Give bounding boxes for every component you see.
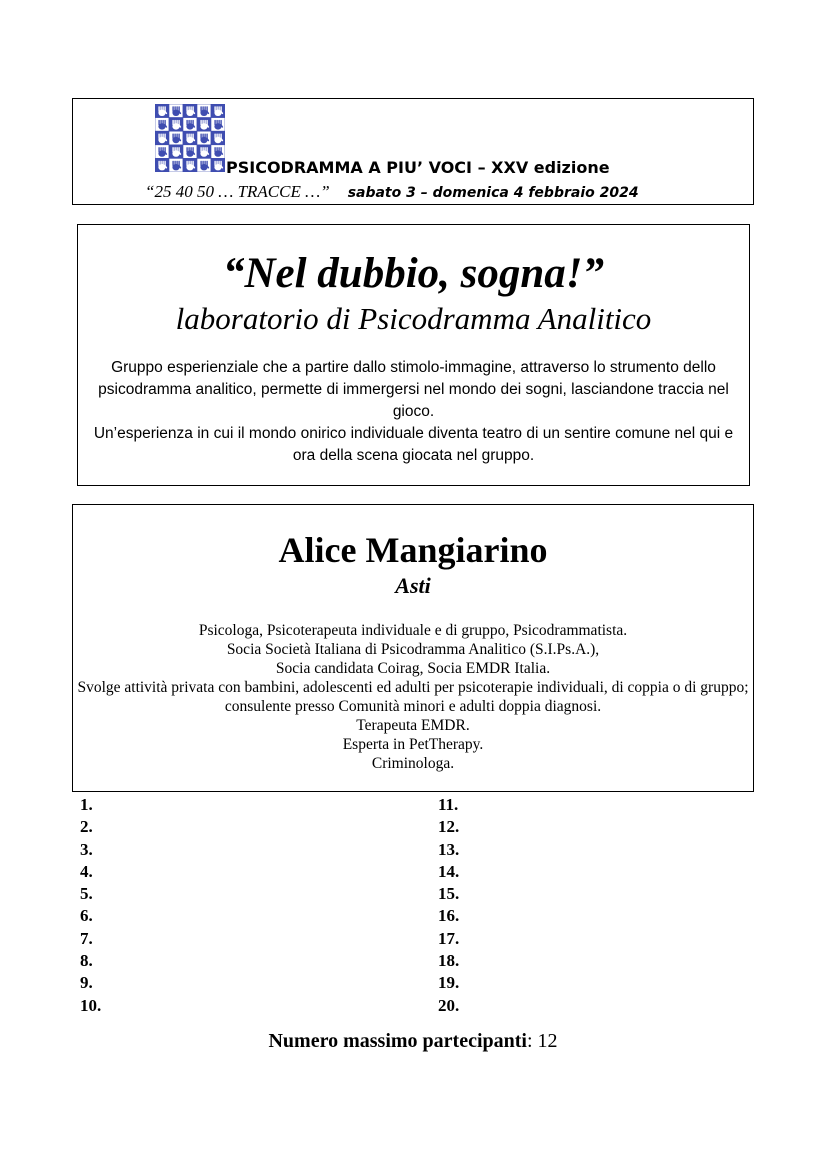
- participant-slot: 10.: [80, 995, 102, 1015]
- participant-slot: 19.: [438, 973, 460, 993]
- workshop-description: [86, 357, 741, 467]
- participant-slot: 12.: [438, 817, 460, 837]
- participant-list-right: [438, 794, 459, 1017]
- participant-slot: 20.: [438, 995, 460, 1015]
- participant-slot: 9.: [80, 973, 93, 993]
- participant-slot: 5.: [80, 884, 93, 904]
- conductor-box: [72, 504, 754, 792]
- participant-slot: 8.: [80, 951, 93, 971]
- participant-slot: 17.: [438, 928, 460, 948]
- participant-slot: 7.: [80, 928, 93, 948]
- participant-slot: 3.: [80, 839, 93, 859]
- bio-line: Svolge attività privata con bambini, adolescenti ed adulti per psicoterapie individuali, di coppia o di gruppo; consulente presso Comunità minori e adulti doppia diagnosi.: [77, 679, 749, 715]
- workshop-title: “Nel dubbio, sogna!”: [222, 250, 605, 297]
- workshop-subtitle: laboratorio di Psicodramma Analitico: [175, 301, 652, 336]
- conductor-bio: [75, 621, 751, 773]
- conductor-name: Alice Mangiarino: [278, 530, 548, 570]
- bio-line: Criminologa.: [371, 755, 455, 772]
- max-participants: [0, 1030, 826, 1053]
- hands-logo-icon: [155, 104, 225, 172]
- bio-line: Psicologa, Psicoterapeuta individuale e di gruppo, Psicodrammatista.: [198, 622, 628, 639]
- workshop-box: [77, 224, 750, 486]
- participant-slot: 11.: [438, 795, 459, 814]
- participant-slot: 14.: [438, 861, 460, 881]
- max-participants-label: Numero massimo partecipanti: [268, 1030, 527, 1052]
- participant-slot: 13.: [438, 839, 460, 859]
- bio-line: Socia Società Italiana di Psicodramma Analitico (S.I.Ps.A.),: [226, 641, 600, 658]
- max-participants-separator: :: [526, 1030, 533, 1052]
- bio-line: Socia candidata Coirag, Socia EMDR Italia.: [275, 660, 551, 677]
- event-header: [72, 98, 754, 205]
- participant-slot: 18.: [438, 951, 460, 971]
- max-participants-value: 12: [537, 1030, 558, 1052]
- event-title: PSICODRAMMA A PIU’ VOCI – XXV edizione: [226, 158, 610, 177]
- conductor-city: Asti: [395, 573, 431, 598]
- participant-list-left: [80, 794, 101, 1017]
- event-dates: sabato 3 – domenica 4 febbraio 2024: [347, 185, 639, 201]
- description-paragraph: Un’esperienza in cui il mondo onirico individuale diventa teatro di un sentire comune nel qui e ora della scena giocata nel gruppo.: [93, 425, 734, 464]
- participant-slot: 15.: [438, 884, 460, 904]
- event-subtitle: “25 40 50 … TRACCE …”: [145, 182, 330, 201]
- participant-slot: 4.: [80, 861, 93, 881]
- event-subtitle-line: [145, 182, 639, 202]
- bio-line: Esperta in PetTherapy.: [342, 736, 484, 753]
- participant-slot: 16.: [438, 906, 460, 926]
- participant-slot: 1.: [80, 795, 93, 814]
- participant-slot: 6.: [80, 906, 93, 926]
- bio-line: Terapeuta EMDR.: [356, 717, 470, 734]
- description-paragraph: Gruppo esperienziale che a partire dallo stimolo-immagine, attraverso lo strumento dello psicodramma analitico, permette di immergersi nel mondo dei sogni, lasciandone traccia nel gioco.: [98, 359, 729, 420]
- participant-slot: 2.: [80, 817, 93, 837]
